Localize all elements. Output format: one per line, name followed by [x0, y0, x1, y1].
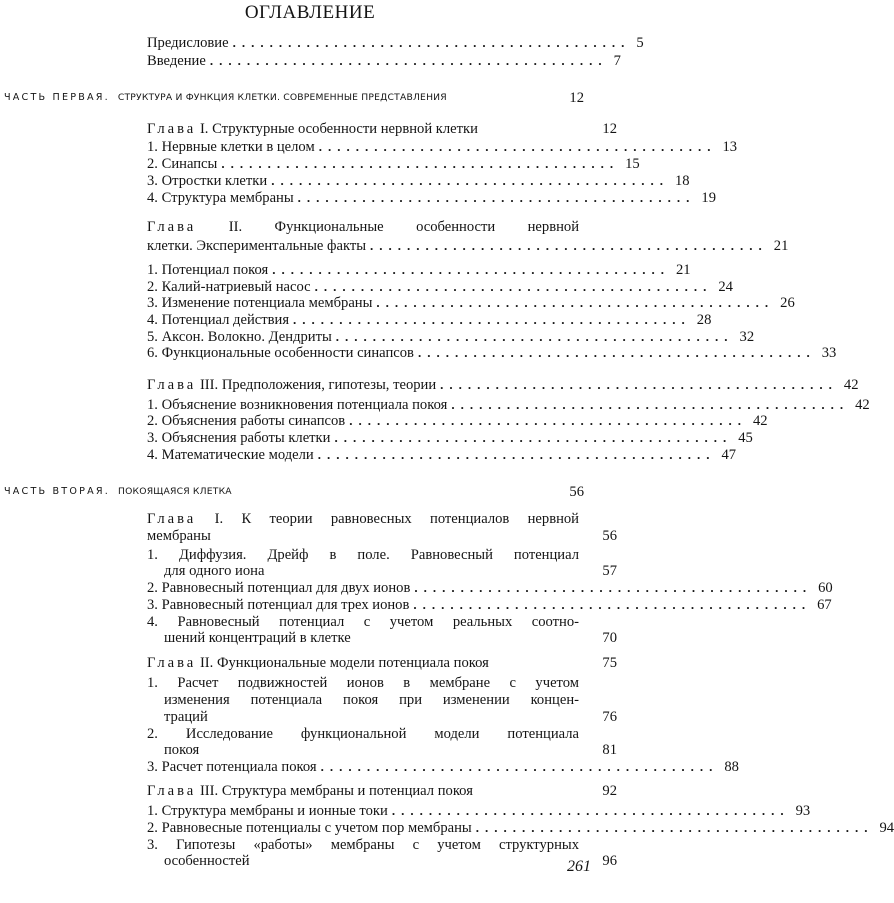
entry-page: 42 [855, 397, 870, 413]
chapter-title: II. Функциональные особенности нервной [228, 219, 579, 235]
page-number: 261 [567, 858, 591, 875]
entry-label: 3. Отростки клетки [147, 173, 268, 189]
entry-label: 1. Нервные клетки в целом [147, 139, 315, 155]
toc-entry[interactable] [147, 803, 811, 819]
toc-entry-line[interactable]: 3. Гипотезы «работы» мембраны с учетом структурных [147, 837, 579, 853]
entry-page: 57 [602, 563, 617, 579]
entry-page: 93 [795, 803, 811, 819]
entry-label: 3. Объяснения работы клетки [147, 430, 331, 446]
entry-label: траций [164, 709, 208, 725]
entry-label: 3. Расчет потенциала покоя [147, 759, 317, 775]
toc-entry[interactable] [147, 413, 768, 429]
toc-entry[interactable] [147, 295, 795, 311]
entry-label: 2. Равновесный потенциал для двух ионов [147, 580, 411, 596]
entry-page: 5 [636, 35, 644, 51]
entry-label: 4. Структура мембраны [147, 190, 294, 206]
chapter-title: мембраны [147, 528, 211, 544]
toc-entry[interactable] [147, 190, 717, 206]
toc-entry-line[interactable]: 4. Равновесный потенциал с учетом реальных соотно- [147, 614, 579, 630]
part-label: ЧАСТЬ ПЕРВАЯ. [4, 92, 110, 103]
entry-page: 94 [879, 820, 894, 836]
entry-page: 75 [602, 655, 617, 671]
part-heading-2[interactable] [4, 486, 584, 498]
entry-label: 5. Аксон. Волокно. Дендриты [147, 329, 332, 345]
entry-label: 2. Равновесные потенциалы с учетом пор мембраны [147, 820, 472, 836]
dot-leader: ........................................... [334, 430, 733, 445]
dot-leader: ........................................... [413, 597, 812, 612]
entry-label: 1. Структура мембраны и ионные токи [147, 803, 388, 819]
chapter-word: Глава [147, 121, 197, 137]
entry-page: 33 [821, 345, 837, 361]
entry-page: 70 [602, 630, 617, 646]
part-title: ПОКОЯЩАЯСЯ КЛЕТКА [118, 486, 232, 497]
entry-label: особенностей [164, 853, 250, 869]
toc-entry[interactable] [164, 563, 617, 579]
chapter-heading[interactable] [147, 377, 859, 393]
toc-entry[interactable] [147, 329, 755, 345]
entry-label: 6. Функциональные особенности синапсов [147, 345, 414, 361]
entry-page: 88 [724, 759, 739, 775]
entry-page: 92 [602, 783, 617, 799]
toc-entry[interactable] [147, 820, 894, 836]
toc-entry-line[interactable]: 2. Исследование функциональной модели потенциала [147, 726, 579, 742]
toc-entry-line[interactable]: 1. Диффузия. Дрейф в поле. Равновесный потенциал [147, 547, 579, 563]
toc-entry[interactable] [164, 853, 617, 869]
chapter-word: Глава [147, 655, 197, 671]
entry-page: 96 [602, 853, 617, 869]
dot-leader: ........................................... [335, 329, 734, 344]
toc-entry[interactable] [147, 597, 832, 613]
entry-page: 32 [739, 329, 755, 345]
chapter-title: I. Структурные особенности нервной клетки [199, 121, 478, 137]
entry-page: 28 [696, 312, 712, 328]
chapter-title: клетки. Экспериментальные факты [147, 238, 367, 254]
part-title: СТРУКТУРА И ФУНКЦИЯ КЛЕТКИ. СОВРЕМЕННЫЕ ПРЕДСТАВЛЕНИЯ [117, 92, 447, 103]
entry-label: Предисловие [147, 35, 229, 51]
entry-page: 15 [625, 156, 640, 172]
toc-entry[interactable] [147, 139, 738, 155]
dot-leader: ........................................... [414, 580, 813, 595]
toc-entry[interactable] [147, 447, 737, 463]
chapter-title: III. Структура мембраны и потенциал покоя [199, 783, 473, 799]
dot-leader: ........................................... [318, 139, 717, 154]
part-heading-1[interactable] [4, 92, 584, 104]
entry-page: 13 [722, 139, 738, 155]
entry-label: 4. Математические модели [147, 447, 314, 463]
toc-entry[interactable] [164, 709, 617, 725]
chapter-title: II. Функциональные модели потенциала покоя [199, 655, 489, 671]
dot-leader: ........................................... [417, 345, 816, 360]
dot-leader: ........................................... [370, 238, 768, 253]
dot-leader: ........................................... [221, 156, 620, 171]
entry-label: покоя [164, 742, 200, 758]
entry-page: 81 [602, 742, 617, 758]
chapter-word: Глава [147, 377, 197, 393]
dot-leader: ........................................... [272, 262, 670, 277]
entry-page: 67 [817, 597, 832, 613]
entry-page: 21 [773, 238, 789, 254]
entry-label: 1. Объяснение возникновения потенциала покоя [147, 397, 448, 413]
entry-label: 2. Калий-натриевый насос [147, 279, 311, 295]
chapter-title: III. Предположения, гипотезы, теории [199, 377, 437, 393]
toc-entry[interactable] [147, 430, 753, 446]
chapter-heading[interactable] [147, 121, 617, 137]
entry-label: для одного иона [164, 563, 265, 579]
chapter-heading[interactable] [147, 511, 579, 527]
chapter-heading-cont[interactable] [147, 238, 789, 254]
entry-page: 42 [752, 413, 768, 429]
chapter-heading[interactable] [147, 783, 617, 799]
dot-leader: ........................................... [440, 377, 838, 392]
toc-entry-introduction[interactable] [147, 53, 621, 69]
toc-entry-preface[interactable] [147, 35, 644, 51]
toc-entry[interactable] [147, 312, 712, 328]
entry-page: 7 [613, 53, 621, 69]
toc-entry-line[interactable]: изменения потенциала покоя при изменении концен- [164, 692, 579, 708]
entry-page: 19 [701, 190, 717, 206]
toc-entry[interactable] [147, 173, 690, 189]
entry-label: 3. Равновесный потенциал для трех ионов [147, 597, 410, 613]
chapter-heading[interactable] [147, 655, 617, 671]
part-label: ЧАСТЬ ВТОРАЯ. [4, 486, 110, 497]
entry-page: 26 [780, 295, 795, 311]
entry-label: 2. Синапсы [147, 156, 218, 172]
page-title: ОГЛАВЛЕНИЕ [244, 2, 376, 23]
entry-page: 60 [818, 580, 833, 596]
dot-leader: ........................................... [475, 820, 874, 835]
entry-label: 4. Потенциал действия [147, 312, 290, 328]
toc-entry[interactable] [147, 580, 833, 596]
toc-entry[interactable] [164, 742, 617, 758]
entry-label: 2. Объяснения работы синапсов [147, 413, 346, 429]
toc-entry-line[interactable]: 1. Расчет подвижностей ионов в мембране с учетом [147, 675, 579, 691]
dot-leader: ........................................... [271, 173, 669, 188]
dot-leader: ........................................... [349, 413, 747, 428]
entry-page: 24 [718, 279, 733, 295]
entry-label: Введение [147, 53, 206, 69]
dot-leader: ........................................... [320, 759, 719, 774]
dot-leader: ........................................... [232, 35, 631, 50]
toc-entry[interactable] [164, 630, 617, 646]
part-page: 12 [569, 90, 584, 106]
toc-entry[interactable] [147, 345, 837, 361]
toc-entry[interactable] [147, 279, 733, 295]
chapter-heading-cont[interactable] [147, 528, 617, 544]
entry-page: 21 [676, 262, 691, 278]
entry-label: 3. Изменение потенциала мембраны [147, 295, 373, 311]
chapter-word: Глава [147, 783, 197, 799]
chapter-word: Глава [147, 219, 197, 235]
entry-page: 12 [602, 121, 617, 137]
entry-page: 47 [721, 447, 737, 463]
entry-label: шений концентраций в клетке [164, 630, 351, 646]
toc-entry[interactable] [147, 262, 691, 278]
entry-label: 1. Потенциал покоя [147, 262, 269, 278]
dot-leader: ........................................... [391, 803, 790, 818]
entry-page: 42 [843, 377, 859, 393]
part-page: 56 [569, 484, 584, 500]
toc-entry[interactable] [147, 397, 870, 413]
dot-leader: ........................................... [451, 397, 850, 412]
dot-leader: ........................................... [209, 53, 608, 68]
dot-leader: ........................................... [293, 312, 691, 327]
chapter-word: Глава [147, 511, 197, 527]
entry-page: 45 [738, 430, 753, 446]
dot-leader: ........................................... [376, 295, 775, 310]
chapter-heading[interactable] [147, 219, 579, 235]
dot-leader: ........................................... [314, 279, 713, 294]
entry-page: 18 [674, 173, 690, 189]
toc-entry[interactable] [147, 156, 640, 172]
entry-page: 76 [602, 709, 617, 725]
dot-leader: ........................................... [297, 190, 696, 205]
dot-leader: ........................................... [317, 447, 716, 462]
chapter-title: I. К теории равновесных потенциалов нервной [214, 511, 579, 527]
entry-page: 56 [602, 528, 617, 544]
toc-entry[interactable] [147, 759, 739, 775]
